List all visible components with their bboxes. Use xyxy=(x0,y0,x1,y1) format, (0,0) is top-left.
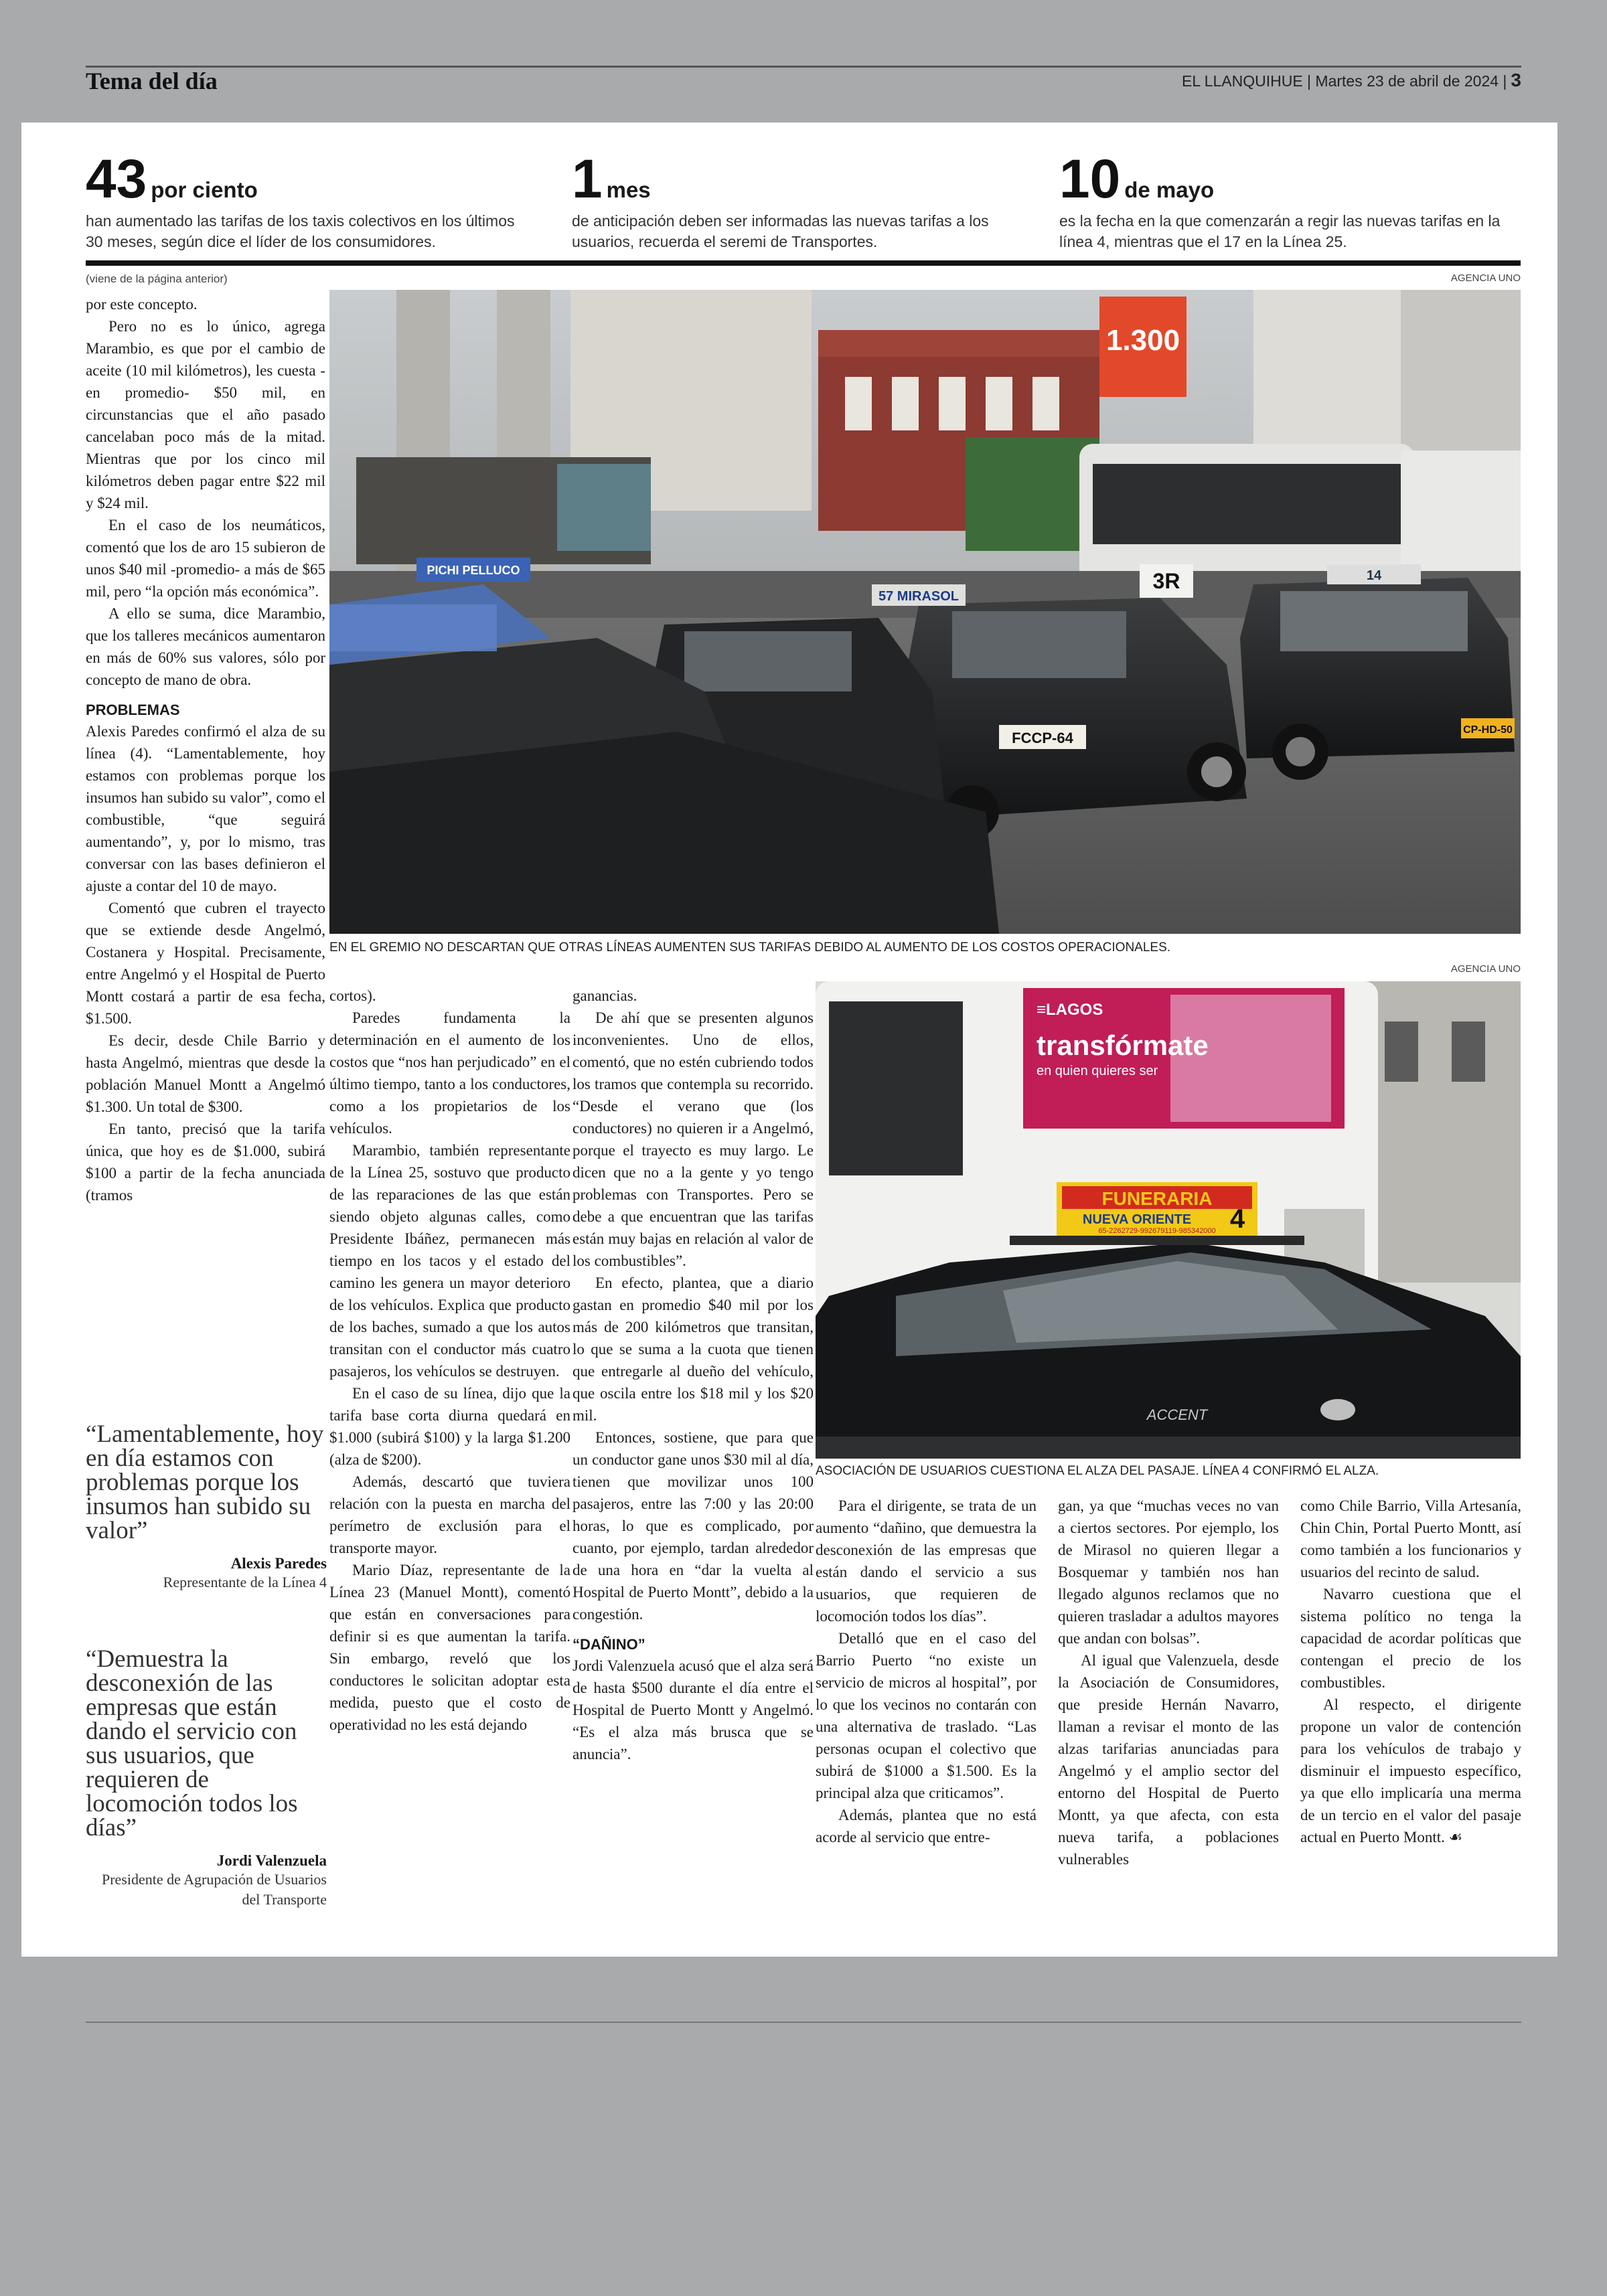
quote-role: Representante de la Línea 4 xyxy=(163,1574,327,1590)
pull-quote-1 xyxy=(86,1422,327,1592)
stat-unit: mes xyxy=(606,177,651,202)
paragraph: En tanto, precisó que la tarifa única, que hoy es de $1.000, subirá $100 a partir de la fecha anunciada (tramos xyxy=(86,1121,325,1204)
sign-funeraria: FUNERARIA xyxy=(1101,1188,1213,1209)
paragraph: Entonces, sostiene, que para que un conductor gane unos $30 mil al día, tienen que movilizar unos 100 pasajeros, entre las 7:00 y las 20:00 horas, lo que es complicado, por cuanto, por ejemplo, tardan alrededor de una hora en “dar la vuelta al Hospital de Puerto Montt”, debido a la congestión. xyxy=(572,1429,814,1623)
quote-author: Jordi Valenzuela xyxy=(216,1852,327,1869)
page-number: 3 xyxy=(1511,70,1521,90)
stat-number: 1 xyxy=(572,149,603,210)
masthead-paper-date: EL LLANQUIHUE | Martes 23 de abril de 2024 | xyxy=(1182,72,1507,90)
quote-role: Presidente de Agrupación de Usuarios del Transporte xyxy=(101,1871,327,1908)
stat-number: 10 xyxy=(1059,149,1121,210)
paragraph: gan, ya que “muchas veces no van a ciertos sectores. Por ejemplo, los de Mirasol no quieren llegar a Bosquemar y también nos han llegado algunos reclamos que no quieren trasladar a adultos mayores que andan con bolsas”. xyxy=(1058,1497,1279,1647)
paragraph: Además, plantea que no está acorde al servicio que entre- xyxy=(816,1807,1037,1846)
paragraph: Es decir, desde Chile Barrio y hasta Angelmó, mientras que desde la población Manuel Montt a Angelmó $1.300. Un total de $300. xyxy=(86,1032,325,1115)
masthead xyxy=(1182,70,1521,91)
ad-title: transfórmate xyxy=(1037,1030,1209,1061)
article-column-4 xyxy=(816,1495,1037,1848)
paragraph: Además, descartó que tuviera relación con la puesta en marcha del perímetro de exclusión para el transporte mayor. xyxy=(329,1473,570,1556)
paragraph: En el caso de su línea, dijo que la tarifa base corta diurna quedará en $1.000 (subirá $100) y la larga $1.200 (alza de $200). xyxy=(329,1385,570,1468)
section-title: Tema del día xyxy=(86,68,218,94)
price-billboard-text: 1.300 xyxy=(1105,324,1180,357)
taxi-sign-pichi-pelluco: PICHI PELLUCO xyxy=(427,564,520,577)
article-column-1 xyxy=(86,293,325,1206)
stat-box-2 xyxy=(572,149,1014,252)
stat-number: 43 xyxy=(86,149,147,210)
photo-caption-1: EN EL GREMIO NO DESCARTAN QUE OTRAS LÍNEAS AUMENTEN SUS TARIFAS DEBIDO AL AUMENTO DE LOS COSTOS OPERACIONALES. xyxy=(329,940,1171,955)
paragraph: Al igual que Valenzuela, desde la Asociación de Consumidores, que preside Hernán Navarro, llaman a revisar el monto de las alzas tarifarias anunciadas para Angelmó y el amplio sector del entorno del Hospital de Puerto Montt, ya que afecta, con esta nueva tarifa, a poblaciones vulnerables xyxy=(1058,1652,1279,1868)
paragraph: Comentó que cubren el trayecto que se extiende desde Angelmó, Costanera y Hospital. Precisamente, entre Angelmó y el Hospital de Puerto Montt costará a partir de esa fecha, $1.500. xyxy=(86,900,325,1027)
photo-caption-2: ASOCIACIÓN DE USUARIOS CUESTIONA EL ALZA DEL PASAJE. LÍNEA 4 CONFIRMÓ EL ALZA. xyxy=(816,1464,1379,1478)
photo-taxi-queue-illustration xyxy=(329,290,1521,934)
paragraph: ganancias. xyxy=(572,987,637,1004)
paragraph: Al respecto, el dirigente propone un valor de contención para los vehículos de trabajo y disminuir el impuesto específico, ya que ello implicaría una merma de un tercio en el valor del pasaje actual en Puerto Montt. ☙ xyxy=(1300,1696,1521,1846)
footer-rule xyxy=(86,2022,1521,2023)
stat-box-3 xyxy=(1059,149,1515,252)
paragraph: Jordi Valenzuela acusó que el alza será de hasta $500 durante el día entre el Hospital de Puerto Montt y Angelmó. “Es el alza más brusca que se anuncia”. xyxy=(572,1657,814,1762)
paragraph: A ello se suma, dice Marambio, que los talleres mecánicos aumentaron en más de 60% sus valores, sólo por concepto de mano de obra. xyxy=(86,605,325,688)
license-plate-2: CP-HD-50 xyxy=(1463,724,1513,736)
ad-subtitle: en quien quieres ser xyxy=(1037,1064,1158,1078)
paragraph: Para el dirigente, se trata de un aumento “dañino, que demuestra la desconexión de las empresas que están dando el servicio a sus usuarios, que requieren de locomoción todos los días”. xyxy=(816,1497,1037,1625)
paragraph: En efecto, plantea, que a diario gastan en promedio $40 mil por los más de 200 kilómetros que transitan, lo que se suma a la cuota que tienen que entregarle al dueño del vehículo, que oscila entre los $18 mil y los $20 mil. xyxy=(572,1275,814,1424)
paragraph: por este concepto. xyxy=(86,296,198,313)
taxi-sign-14: 14 xyxy=(1366,568,1382,583)
paragraph: Paredes fundamenta la determinación en el aumento de los costos que “nos han perjudicado” en el último tiempo, tanto a los conductores, como a los propietarios de los vehículos. xyxy=(329,1009,570,1137)
taxi-sign-mirasol: 57 MIRASOL xyxy=(878,589,960,604)
license-plate-1: FCCP-64 xyxy=(1012,730,1073,746)
paragraph: Detalló que en el caso del Barrio Puerto “no existe un servicio de micros al hospital”, por lo que los vecinos no contarán con una alternativa de traslado. “Las personas ocupan el colectivo que subirá de $1000 a $1.500. Es la principal alza que criticamos”. xyxy=(816,1630,1037,1801)
quote-text: “Demuestra la desconexión de las empresas que están dando el servicio con sus usuarios, que requieren de locomoción todos los días” xyxy=(86,1645,298,1841)
sign-nueva-oriente: NUEVA ORIENTE xyxy=(1082,1212,1192,1227)
photo-taxi-queue xyxy=(329,290,1521,934)
subheading-problemas: PROBLEMAS xyxy=(86,702,180,718)
article-column-3 xyxy=(572,985,814,1765)
pull-quote-2 xyxy=(86,1647,327,1910)
paragraph: Mario Díaz, representante de la Línea 23 (Manuel Montt), comentó que están en conversaciones para definir si es que aumentan la tarifa. Sin embargo, reveló que los conductores le solicitan adoptar esta medida, puesto que el costo de operatividad no les está dejando xyxy=(329,1562,570,1733)
article-column-6 xyxy=(1300,1495,1521,1848)
stat-box-1 xyxy=(86,149,521,252)
paragraph: como Chile Barrio, Villa Artesanía, Chin Chin, Portal Puerto Montt, así como también a los funcionarios y usuarios del recinto de salud. xyxy=(1300,1497,1521,1580)
paragraph: Marambio, también representante de la Línea 25, sostuvo que producto de las reparaciones de las que están siendo objeto algunas calles, como Presidente Ibáñez, permanecen más tiempo en los tacos y el estado del camino les genera un mayor deterioro de los vehículos. Explica que producto de los baches, sumado a que los autos transitan con el conductor más cuatro pasajeros, los vehículos se destruyen. xyxy=(329,1142,570,1380)
stats-divider xyxy=(86,260,1521,266)
photo-funeraria-taxi xyxy=(816,981,1521,1459)
ad-brand: ≡LAGOS xyxy=(1037,1001,1103,1019)
car-model-badge: ACCENT xyxy=(1146,1406,1208,1423)
photo-funeraria-taxi-illustration xyxy=(816,981,1521,1459)
paragraph: Pero no es lo único, agrega Marambio, es que por el cambio de aceite (10 mil kilómetros), les cuesta -en promedio- $50 mil, en circunstancias que el año pasado cancelaban poco más de la mitad. Mientras que por los cinco mil kilómetros deben pagar entre $22 mil y $24 mil. xyxy=(86,318,325,511)
paragraph: Alexis Paredes confirmó el alza de su línea (4). “Lamentablemente, hoy estamos con problemas porque los insumos han subido su valor”, como el combustible, “que seguirá aumentando”, y, por lo mismo, tras conversar con las bases definieron el ajuste a contar del 10 de mayo. xyxy=(86,723,325,894)
photo-credit-2: AGENCIA UNO xyxy=(1450,963,1521,975)
article-column-5 xyxy=(1058,1495,1279,1870)
stat-description: es la fecha en la que comenzarán a regir las nuevas tarifas en la línea 4, mientras que el 17 en la Línea 25. xyxy=(1059,212,1501,250)
sign-line-number: 4 xyxy=(1229,1204,1245,1234)
sign-phone: 65-2262729-992679119-985342000 xyxy=(1098,1227,1216,1235)
quote-author: Alexis Paredes xyxy=(230,1555,327,1572)
quote-text: “Lamentablemente, hoy en día estamos con problemas porque los insumos han subido su valor” xyxy=(86,1420,324,1544)
paragraph: cortos). xyxy=(329,987,376,1004)
paragraph: De ahí que se presenten algunos inconvenientes. Uno de ellos, comentó, que no estén cubriendo todos los tramos que contempla su recorrido. “Desde el verano que (los conductores) no quieren ir a Angelmó, porque el trayecto es muy largo. Le dicen que no a la gente y yo tengo problemas con Transportes. Pero se debe a que encuentran que las tarifas están muy bajas en relación al valor de los combustibles”. xyxy=(572,1009,814,1269)
paragraph: Navarro cuestiona que el sistema político no tenga la capacidad de acordar políticas que contengan el precio de los combustibles. xyxy=(1300,1586,1521,1691)
paragraph: En el caso de los neumáticos, comentó que los de aro 15 subieron de unos $40 mil -promedio- a más de $65 mil, pero “la opción más económica”. xyxy=(86,517,325,600)
photo-credit: AGENCIA UNO xyxy=(1450,272,1521,284)
stat-unit: de mayo xyxy=(1124,177,1215,202)
stat-unit: por ciento xyxy=(151,177,258,202)
newspaper-page xyxy=(21,122,1557,1957)
continued-note: (viene de la página anterior) xyxy=(86,272,228,285)
stat-description: de anticipación deben ser informadas las nuevas tarifas a los usuarios, recuerda el seremi de Transportes. xyxy=(572,212,989,250)
stat-description: han aumentado las tarifas de los taxis colectivos en los últimos 30 meses, según dice el líder de los consumidores. xyxy=(86,212,515,250)
article-column-2 xyxy=(329,985,570,1736)
header-rule xyxy=(86,66,1521,68)
subheading-danino: “DAÑINO” xyxy=(572,1636,645,1653)
bus-route-3r: 3R xyxy=(1152,569,1180,593)
